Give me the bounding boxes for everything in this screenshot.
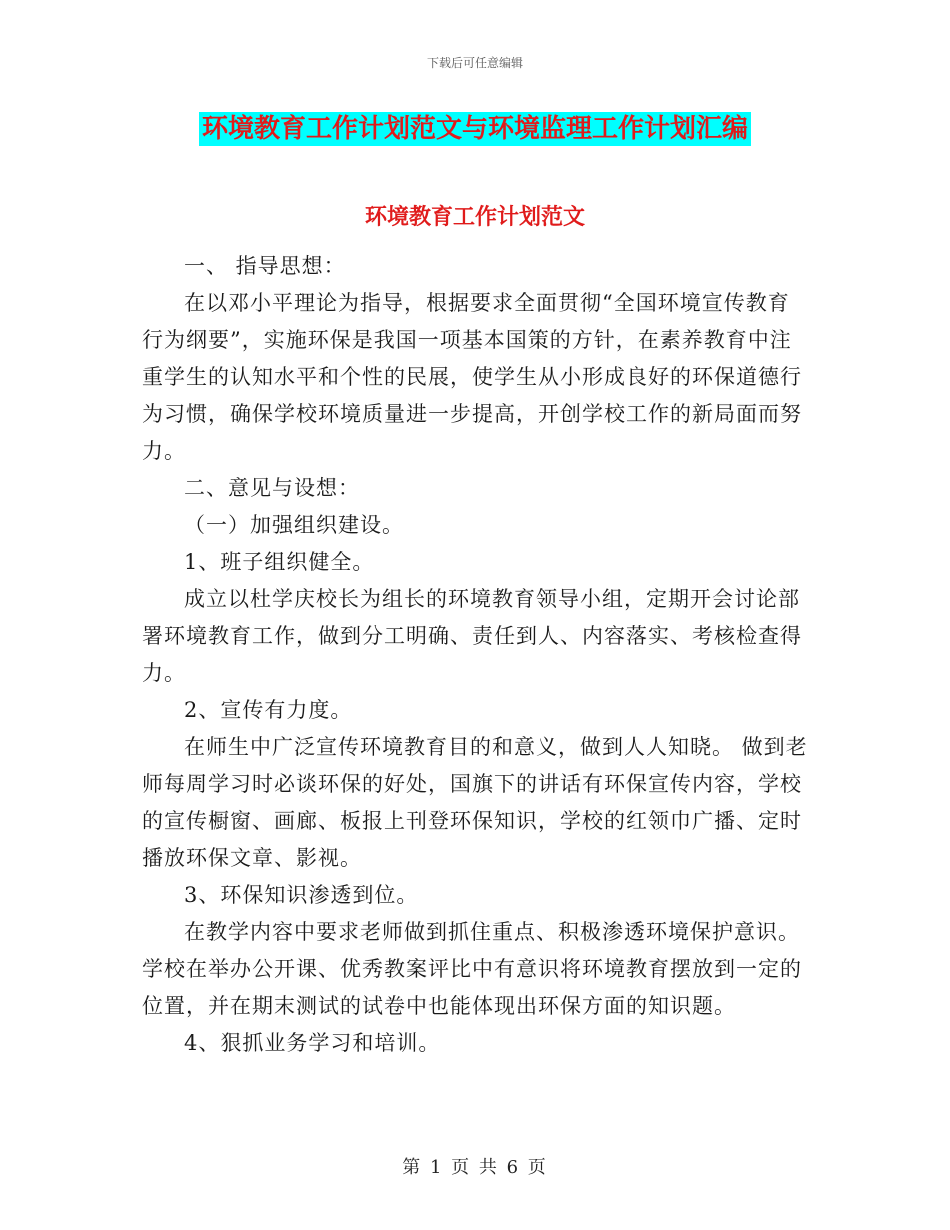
paragraph: （一）加强组织建设。 [184, 513, 404, 537]
page-number: 第 1 页 共 6 页 [402, 1157, 548, 1178]
header-note: 下载后可任意编辑 [426, 56, 523, 70]
document-title [0, 112, 950, 146]
paragraph: 3、环保知识渗透到位。 [184, 883, 419, 907]
paragraph: 二、意见与设想： [184, 476, 360, 500]
document-title-text: 环境教育工作计划范文与环境监理工作计划汇编 [199, 112, 751, 146]
paragraph: 在师生中广泛宣传环境教育目的和意义，做到人人知晓。 做到老师每周学习时必谈环保的好处，国旗下的讲话有环保宣传内容，学校的宣传橱窗、画廊、板报上刊登环保知识，学校的红领巾广播、定时播放环保文章、影视。 [142, 735, 808, 870]
section-title: 环境教育工作计划范文 [364, 205, 585, 230]
paragraph: 1、班子组织健全。 [184, 550, 375, 574]
paragraph: 一、 指导思想： [184, 254, 346, 278]
paragraph: 2、宣传有力度。 [184, 698, 353, 722]
paragraph: 4、狠抓业务学习和培训。 [184, 1031, 441, 1055]
paragraph: 在以邓小平理论为指导，根据要求全面贯彻“全国环境宣传教育行为纲要”，实施环保是我国一项基本国策的方针，在素养教育中注重学生的认知水平和个性的民展，使学生从小形成良好的环保道德行为习惯，确保学校环境质量进一步提高，开创学校工作的新局面而努力。 [142, 291, 802, 463]
body-text [142, 248, 808, 1062]
paragraph: 成立以杜学庆校长为组长的环境教育领导小组，定期开会讨论部署环境教育工作，做到分工明确、责任到人、内容落实、考核检查得力。 [142, 587, 802, 685]
paragraph: 在教学内容中要求老师做到抓住重点、积极渗透环境保护意识。学校在举办公开课、优秀教案评比中有意识将环境教育摆放到一定的位置，并在期末测试的试卷中也能体现出环保方面的知识题。 [142, 920, 802, 1018]
